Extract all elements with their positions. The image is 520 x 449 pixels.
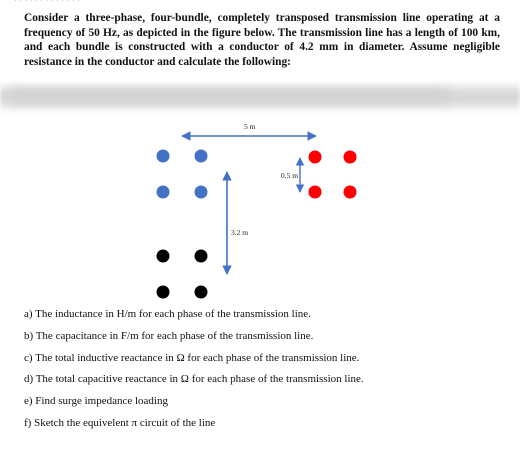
question-a: a) The inductance in H/m for each phase of the transmission line. (24, 308, 311, 320)
problem-statement: Consider a three-phase, four-bundle, completely transposed transmission line operating at a frequency of 50 Hz, as depicted in the figure below. The transmission line has a length of 100 km, and each bundle is constructed with a conductor of 4.2 mm in diameter. Assume negligible resistance in the conductor and calculate the following: (24, 12, 500, 68)
question-list (24, 307, 504, 438)
question-b: b) The capacitance in F/m for each phase of the transmission line. (24, 329, 314, 342)
question-f: f) Sketch the equivelent π circuit of the line (24, 416, 216, 429)
conductor-red (309, 151, 322, 164)
bundle-spacing-label: 0.5 m (281, 171, 299, 180)
conductor-black (157, 250, 170, 263)
conductor-blue (195, 150, 208, 163)
conductor-red (309, 186, 322, 199)
conductor-blue (157, 150, 170, 163)
conductor-black (157, 286, 170, 299)
conductor-blue (157, 186, 170, 199)
question-e: e) Find surge impedance loading (24, 395, 168, 408)
question-d: d) The total capacitive reactance in Ω for each phase of the transmission line. (24, 373, 364, 386)
question-c: c) The total inductive reactance in Ω for each phase of the transmission line. (24, 351, 360, 364)
spacing-label: 5 m (244, 122, 256, 131)
conductor-black (195, 250, 208, 263)
conductor-red (344, 151, 357, 164)
conductor-black (195, 286, 208, 299)
vertical-spacing-label: 3.2 m (231, 228, 249, 237)
conductor-red (344, 186, 357, 199)
conductor-blue (195, 186, 208, 199)
